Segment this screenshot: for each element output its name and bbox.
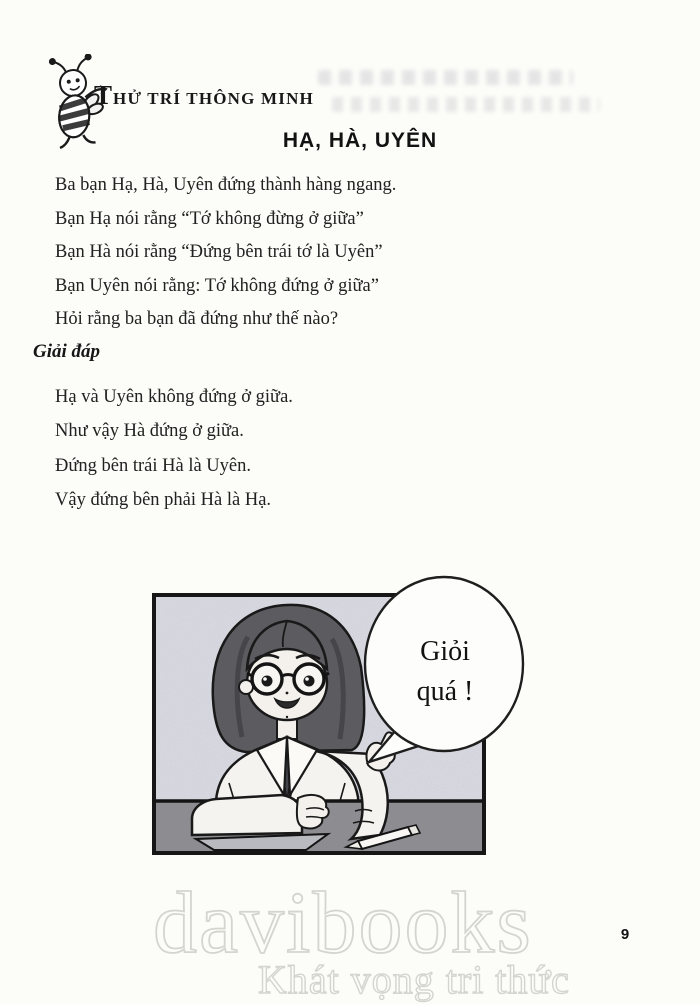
puzzle-line: Bạn Uyên nói rằng: Tớ không đứng ở giữa”: [55, 275, 379, 296]
solution-text: [55, 380, 475, 517]
solution-line: Hạ và Uyên không đứng ở giữa.: [55, 387, 293, 407]
watermark: [125, 872, 625, 1004]
solution-line: Vậy đứng bên phải Hà là Hạ.: [55, 489, 272, 510]
watermark-tagline: Khát vọng tri thức: [258, 957, 570, 1002]
puzzle-line: Ba bạn Hạ, Hà, Uyên đứng thành hàng ngang.: [55, 175, 397, 195]
speech-bubble-line1: Giỏi: [420, 636, 470, 667]
speech-bubble: [361, 574, 529, 764]
page-title: HẠ, HÀ, UYÊN: [282, 129, 438, 152]
puzzle-line: Bạn Hà nói rằng “Đứng bên trái tớ là Uyên”: [55, 242, 383, 262]
solution-line: Như vậy Hà đứng ở giữa.: [55, 421, 244, 442]
puzzle-text: [55, 169, 475, 337]
solution-line: Đứng bên trái Hà là Uyên.: [55, 455, 251, 476]
page-showthrough-text: [332, 97, 600, 112]
watermark-brand: davibooks: [153, 875, 533, 972]
page-number: 9: [620, 926, 630, 943]
section-header: THỬ TRÍ THÔNG MINH: [94, 80, 314, 110]
puzzle-line: Hỏi rằng ba bạn đã đứng như thế nào?: [55, 309, 339, 329]
page-showthrough-text: [318, 70, 573, 85]
puzzle-line: Bạn Hạ nói rằng “Tớ không đừng ở giữa”: [55, 208, 364, 229]
speech-bubble-line2: quá !: [416, 676, 474, 707]
solution-heading: Giải đáp: [33, 341, 101, 362]
